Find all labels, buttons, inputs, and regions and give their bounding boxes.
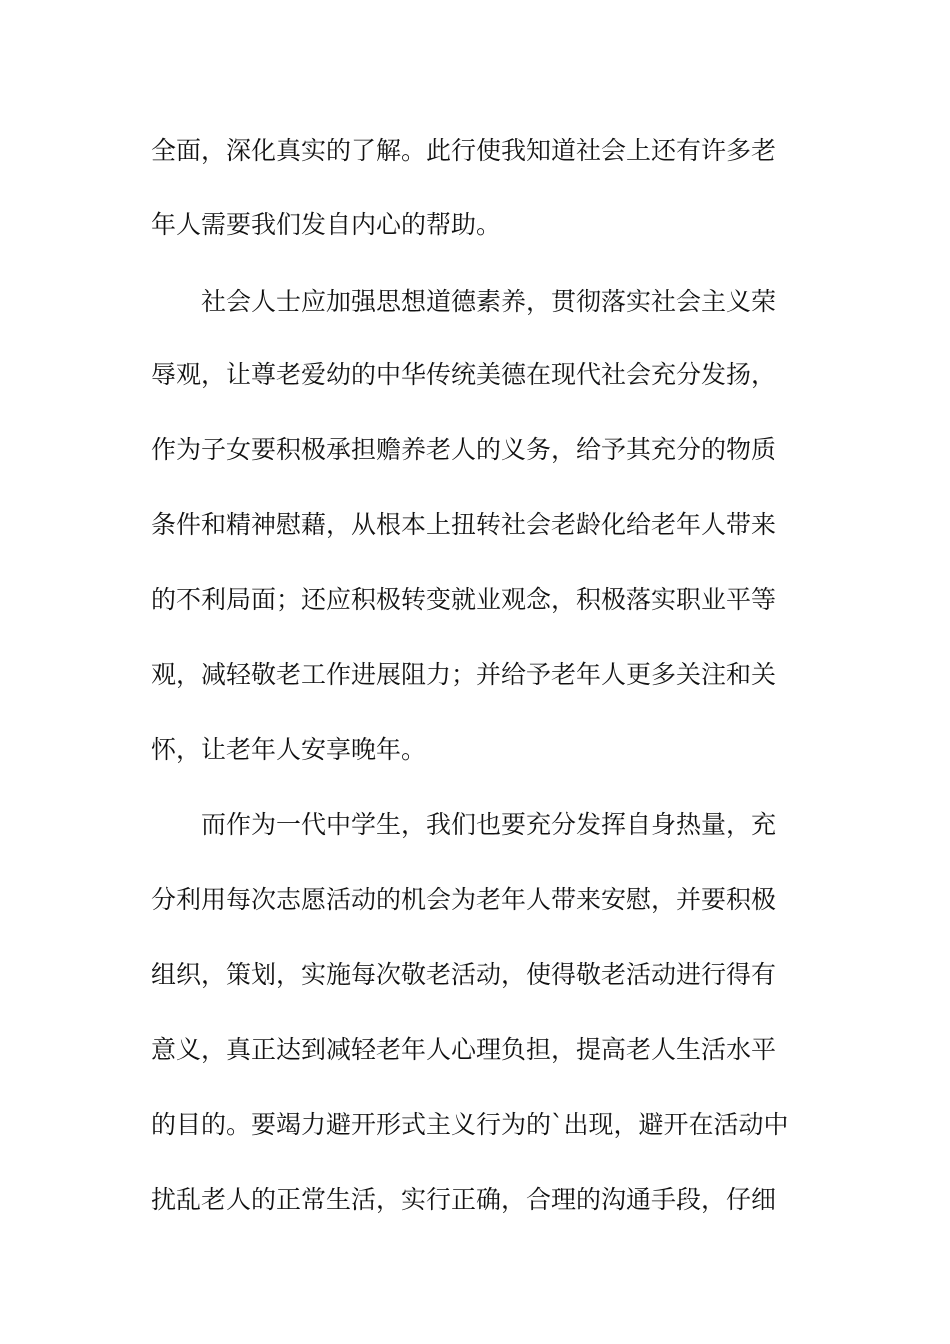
paragraph-2-line-5: 的不利局面；还应积极转变就业观念，积极落实职业平等 (151, 585, 777, 614)
paragraph-1-line-2: 年人需要我们发自内心的帮助。 (151, 210, 502, 239)
paragraph-3-line-3: 组织，策划，实施每次敬老活动，使得敬老活动进行得有 (151, 960, 777, 989)
paragraph-2-line-4: 条件和精神慰藉，从根本上扭转社会老龄化给老年人带来 (151, 510, 777, 539)
paragraph-3-line-1: 而作为一代中学生，我们也要充分发挥自身热量，充 (201, 810, 777, 839)
paragraph-1-line-1: 全面，深化真实的了解。此行使我知道社会上还有许多老 (151, 136, 777, 165)
paragraph-3-line-6: 扰乱老人的正常生活，实行正确，合理的沟通手段，仔细 (151, 1185, 777, 1214)
paragraph-3-line-2: 分利用每次志愿活动的机会为老年人带来安慰，并要积极 (151, 885, 777, 914)
paragraph-2-line-3: 作为子女要积极承担赡养老人的义务，给予其充分的物质 (151, 435, 777, 464)
paragraph-3-line-5: 的目的。要竭力避开形式主义行为的`出现，避开在活动中 (151, 1110, 789, 1139)
paragraph-2-line-1: 社会人士应加强思想道德素养，贯彻落实社会主义荣 (201, 287, 777, 316)
paragraph-3-line-4: 意义，真正达到减轻老年人心理负担，提高老人生活水平 (151, 1035, 777, 1064)
paragraph-2-line-7: 怀，让老年人安享晚年。 (151, 735, 427, 764)
paragraph-2-line-2: 辱观，让尊老爱幼的中华传统美德在现代社会充分发扬， (151, 360, 777, 389)
paragraph-2-line-6: 观，减轻敬老工作进展阻力；并给予老年人更多关注和关 (151, 660, 777, 689)
